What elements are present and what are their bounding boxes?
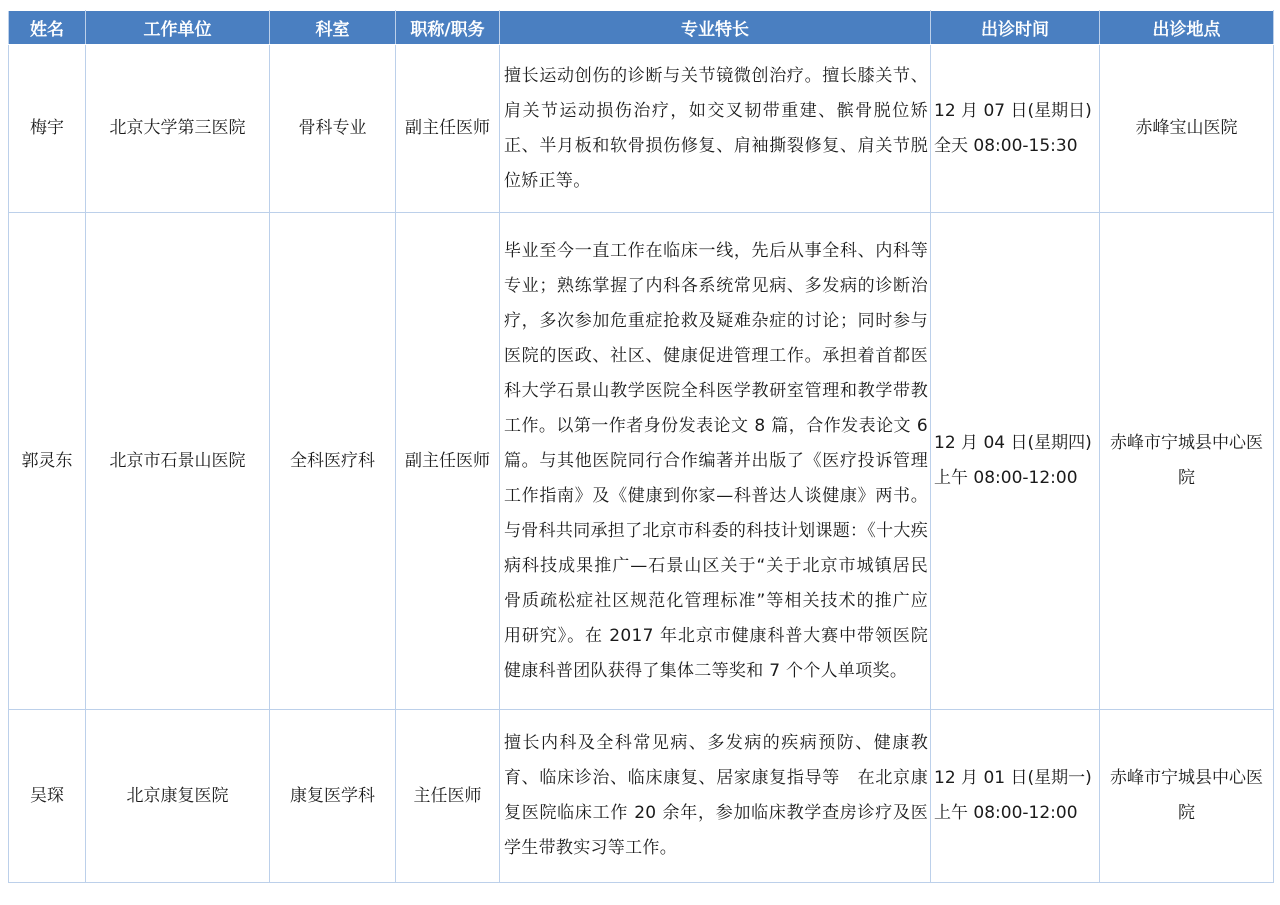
header-title: 职称/职务 xyxy=(396,11,500,45)
table-header-row xyxy=(9,11,1274,45)
cell-time xyxy=(931,710,1100,883)
cell-dept: 骨科专业 xyxy=(270,45,396,213)
header-time: 出诊时间 xyxy=(931,11,1100,45)
time-date: 12 月 04 日(星期四) xyxy=(934,433,1092,453)
cell-title: 副主任医师 xyxy=(396,45,500,213)
cell-specialty: 擅长运动创伤的诊断与关节镜微创治疗。擅长膝关节、肩关节运动损伤治疗，如交叉韧带重建、髌骨脱位矫正、半月板和软骨损伤修复、肩袖撕裂修复、肩关节脱位矫正等。 xyxy=(500,45,931,213)
time-date: 12 月 07 日(星期日) xyxy=(934,100,1092,121)
cell-location: 赤峰市宁城县中心医院 xyxy=(1100,213,1274,710)
cell-time xyxy=(931,45,1100,213)
cell-unit: 北京市石景山医院 xyxy=(86,213,270,710)
header-name: 姓名 xyxy=(9,11,86,45)
cell-specialty: 擅长内科及全科常见病、多发病的疾病预防、健康教育、临床诊治、临床康复、居家康复指导等 在北京康复医院临床工作 20 余年，参加临床教学查房诊疗及医学生带教实习等工作。 xyxy=(500,710,931,883)
time-hours: 全天 08:00-15:30 xyxy=(934,135,1078,156)
cell-dept: 全科医疗科 xyxy=(270,213,396,710)
doctor-schedule-table xyxy=(8,10,1274,883)
header-dept: 科室 xyxy=(270,11,396,45)
table-row xyxy=(9,213,1274,710)
header-location: 出诊地点 xyxy=(1100,11,1274,45)
cell-location: 赤峰宝山医院 xyxy=(1100,45,1274,213)
time-date: 12 月 01 日(星期一) xyxy=(934,768,1092,788)
time-hours: 上午 08:00-12:00 xyxy=(934,803,1078,823)
cell-title: 副主任医师 xyxy=(396,213,500,710)
cell-name: 吴琛 xyxy=(9,710,86,883)
cell-name: 郭灵东 xyxy=(9,213,86,710)
table-row xyxy=(9,45,1274,213)
header-specialty: 专业特长 xyxy=(500,11,931,45)
cell-unit: 北京康复医院 xyxy=(86,710,270,883)
table-row xyxy=(9,710,1274,883)
cell-dept: 康复医学科 xyxy=(270,710,396,883)
cell-name: 梅宇 xyxy=(9,45,86,213)
cell-unit: 北京大学第三医院 xyxy=(86,45,270,213)
time-hours: 上午 08:00-12:00 xyxy=(934,468,1078,488)
cell-time xyxy=(931,213,1100,710)
header-unit: 工作单位 xyxy=(86,11,270,45)
cell-location: 赤峰市宁城县中心医院 xyxy=(1100,710,1274,883)
cell-specialty: 毕业至今一直工作在临床一线，先后从事全科、内科等专业；熟练掌握了内科各系统常见病、多发病的诊断治疗，多次参加危重症抢救及疑难杂症的讨论；同时参与医院的医政、社区、健康促进管理工作。承担着首都医科大学石景山教学医院全科医学教研室管理和教学带教工作。以第一作者身份发表论文 8 篇，合作发表论文 6 篇。与其他医院同行合作编著并出版了《医疗投诉管理工作指南》及《健康到你家—科普达人谈健康》两书。与骨科共同承担了北京市科委的科技计划课题：《十大疾病科技成果推广—石景山区关于“关于北京市城镇居民骨质疏松症社区规范化管理标准”等相关技术的推广应用研究》。在 2017 年北京市健康科普大赛中带领医院健康科普团队获得了集体二等奖和 7 个个人单项奖。 xyxy=(500,213,931,710)
cell-title: 主任医师 xyxy=(396,710,500,883)
